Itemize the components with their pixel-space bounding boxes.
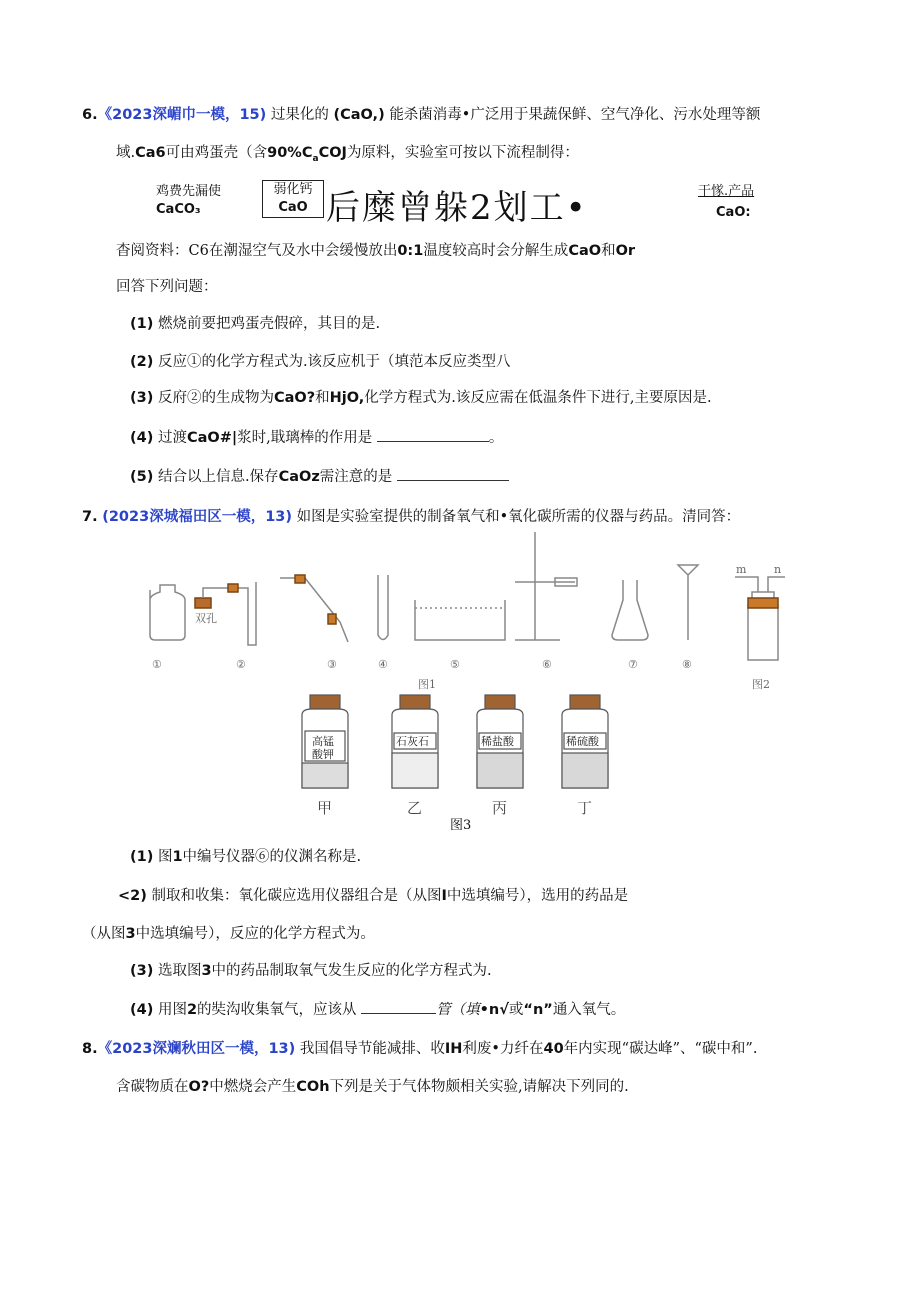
flow-garbled-text: 后糜曾躲2划工• <box>326 188 588 228</box>
fig1-label-4: ④ <box>378 658 388 671</box>
q6-sub4-b: CaO#| <box>186 430 238 446</box>
q6-l2b: Ca6 <box>135 145 166 161</box>
q8-line1 <box>82 1039 757 1059</box>
q7-sub3-num: (3) <box>130 963 154 979</box>
q7-sub4 <box>130 1000 625 1020</box>
q6-l2f: COJ <box>318 145 347 161</box>
q6-sub3-b: CaO? <box>273 390 316 406</box>
q6-sub1-num: (1) <box>130 316 154 332</box>
q6-sub3-num: (3) <box>130 390 154 406</box>
q7-sub1 <box>130 847 361 867</box>
fig1-caption: 图1 <box>418 678 436 691</box>
q7-sub3 <box>130 961 492 981</box>
fig1-label-8: ⑧ <box>682 658 692 671</box>
q6-answer-prompt: 回答下列问题： <box>116 279 218 295</box>
q7-sub3-b: 3 <box>201 963 212 979</box>
q7-sub4-e: •n√ <box>479 1002 509 1018</box>
q8-l1b: IH <box>444 1041 463 1057</box>
q6-sub5-c: 需注意的是 <box>319 469 393 485</box>
q6-sub2-text: 反应①的化学方程式为.该反应机于（填范本反应类型八 <box>157 354 511 370</box>
bottle-1-label-a: 高锰 <box>312 735 334 748</box>
q6-sub1-text: 燃烧前要把鸡蛋壳假碎，其目的是. <box>157 316 381 332</box>
q7-sub4-f: 或 <box>508 1002 524 1018</box>
bottle-1-name: 甲 <box>317 799 333 817</box>
q8-line2 <box>116 1077 629 1097</box>
flow-box-bottom: CaO <box>278 200 308 215</box>
q8-l1a: 我国倡导节能减排、收 <box>299 1041 445 1057</box>
q6-sub3-d: HjO, <box>329 390 365 406</box>
q7-sub1-a: 图 <box>157 849 173 865</box>
q6-sub5 <box>130 467 509 487</box>
q6-l2g: 为原料，实验室可按以下流程制得： <box>346 145 579 161</box>
q8-l2e: 下列是关于气体物颇相关实验,请解决下列同的. <box>329 1079 629 1095</box>
q7-sub4-g: “n” <box>523 1002 553 1018</box>
q6-sub3 <box>130 388 712 408</box>
q6-source: 《2023深嵋巾一模，15) <box>97 107 267 123</box>
q6-reference <box>116 241 635 261</box>
q6-number: 6. <box>82 107 98 123</box>
fig1-label-5: ⑤ <box>450 658 460 671</box>
fig1-label-7: ⑦ <box>628 658 638 671</box>
q7-sub4-a: 用图 <box>157 1002 187 1018</box>
q6-l2a: 域. <box>116 145 136 161</box>
q6-l2d: 90%C <box>267 145 313 161</box>
figure-1-apparatus <box>130 530 790 700</box>
answer-blank[interactable] <box>377 429 489 442</box>
q6-sub5-a: 结合以上信息.保存 <box>157 469 279 485</box>
flow-box <box>262 180 324 218</box>
q7-sub4-num: (4) <box>130 1002 154 1018</box>
q7-sub1-b: 1 <box>172 849 183 865</box>
q6-sub5-num: (5) <box>130 469 154 485</box>
bottle-4-name: 丁 <box>577 799 593 817</box>
fig1-label-6: ⑥ <box>542 658 552 671</box>
q7-sub4-b: 2 <box>186 1002 198 1018</box>
q6-sub3-a: 反府②的生成物为 <box>157 390 274 406</box>
q8-l1c: 利废•力纤在 <box>462 1041 544 1057</box>
double-hole-label: 双孔 <box>195 612 217 625</box>
fig3-caption: 图3 <box>450 818 472 833</box>
ref-a: 杳阅资料：C6在潮湿空气及水中会缓慢放出 <box>116 243 398 259</box>
q7-source: (2023深城福田区一模，13) <box>102 509 293 525</box>
bottle-1-label-b: 酸钾 <box>312 748 334 761</box>
q7-sub2-b: I <box>441 888 447 904</box>
q7-number: 7. <box>82 509 98 525</box>
fig2-n-label: n <box>774 563 782 576</box>
q6-sub4 <box>130 428 503 448</box>
q6-sub4-c: 浆时,戢璃棒的作用是 <box>237 430 373 446</box>
q6-sub4-num: (4) <box>130 430 154 446</box>
q7-sub1-num: (1) <box>130 849 154 865</box>
q7-sub1-c: 中编号仪器⑥的仪渊名称是. <box>182 849 362 865</box>
bottle-4-label: 稀硫酸 <box>566 735 599 748</box>
q8-number: 8. <box>82 1041 98 1057</box>
answer-blank[interactable] <box>397 468 509 481</box>
q8-l2c: 中燃烧会产生 <box>209 1079 297 1095</box>
answer-blank[interactable] <box>361 1001 436 1014</box>
q8-l1e: 年内实现“碳达峰”、“碳中和”. <box>563 1041 758 1057</box>
q6-sub2-num: (2) <box>130 354 154 370</box>
q7-sub3-a: 选取图 <box>157 963 202 979</box>
q6-text-2: 能杀菌消毒•广泛用于果蔬保鲜、空气净化、污水处理等额 <box>389 107 761 123</box>
q8-source: 《2023深斓秋田区一模，13) <box>97 1041 296 1057</box>
q6-sub3-c: 和 <box>315 390 330 406</box>
q6-sub1 <box>130 314 380 334</box>
ref-e: 和 <box>601 243 616 259</box>
bottle-2-label: 石灰石 <box>396 735 429 748</box>
q7-sub2-line2 <box>82 924 375 944</box>
q6-sub2 <box>130 352 511 372</box>
q7-sub2-a: 制取和收集：氧化碳应选用仪器组合是（从图 <box>151 888 442 904</box>
q6-sub4-d: 。 <box>488 430 504 446</box>
figure-3-reagents <box>290 693 630 818</box>
q8-l1d: 40 <box>543 1041 564 1057</box>
flow-box-top: 弱化钙 <box>273 182 313 197</box>
q7-sub2-c: 中选填编号），选用的药品是 <box>446 888 629 904</box>
q8-l2b: O? <box>188 1079 210 1095</box>
fig1-label-1: ① <box>152 658 162 671</box>
q6-text: 过果化的 <box>270 107 329 123</box>
q7-sub4-c: 的奘沟收集氧气，应该从 <box>197 1002 357 1018</box>
q7-intro: 如图是实验室提供的制备氧气和•氧化碳所需的仪器与药品。清同答： <box>296 509 741 525</box>
q6-l2c: 可由鸡蛋壳（含 <box>165 145 268 161</box>
q6-l2e: a <box>312 153 319 164</box>
ref-f: Or <box>615 243 636 259</box>
q7-sub2-l2c: 中选填编号），反应的化学方程式为。 <box>135 926 375 942</box>
flow-right-bottom: CaO: <box>716 205 751 220</box>
q6-line1 <box>82 105 760 125</box>
q7-sub4-h: 通入氧气。 <box>552 1002 626 1018</box>
q7-sub2-l2b: 3 <box>125 926 136 942</box>
q7-line1 <box>82 507 740 527</box>
ref-d: CaO <box>568 243 602 259</box>
q7-sub2-num: <2) <box>118 888 147 904</box>
q8-l2a: 含碳物质在 <box>116 1079 189 1095</box>
q6-sub5-b: CaOz <box>278 469 320 485</box>
bottle-3-label: 稀盐酸 <box>481 735 514 748</box>
q6-line2 <box>116 143 579 169</box>
q7-sub3-c: 中的药品制取氧气发生反应的化学方程式为. <box>211 963 492 979</box>
q6-formula: (CaO,) <box>333 107 385 123</box>
q7-sub2 <box>118 886 628 906</box>
ref-c: 温度较高时会分解生成 <box>423 243 569 259</box>
fig1-label-3: ③ <box>327 658 337 671</box>
q7-sub2-l2a: （从图 <box>82 926 126 942</box>
flow-left-bottom: CaCO₃ <box>156 202 201 217</box>
fig2-caption: 图2 <box>752 678 770 691</box>
flow-left-top: 鸡费先漏使 <box>156 184 222 199</box>
bottle-2-name: 乙 <box>407 799 423 817</box>
q6-sub3-e: 化学方程式为.该反应需在低温条件下进行,主要原因是. <box>364 390 712 406</box>
bottle-3-name: 丙 <box>492 799 508 817</box>
flow-right-top: 干㥞.产品 <box>698 184 755 199</box>
ref-b: 0:1 <box>397 243 424 259</box>
fig1-label-2: ② <box>236 658 246 671</box>
q7-sub4-d: 管（填 <box>436 1002 480 1018</box>
q8-l2d: COh <box>296 1079 330 1095</box>
fig2-m-label: m <box>736 563 747 576</box>
q6-sub4-a: 过渡 <box>157 430 187 446</box>
